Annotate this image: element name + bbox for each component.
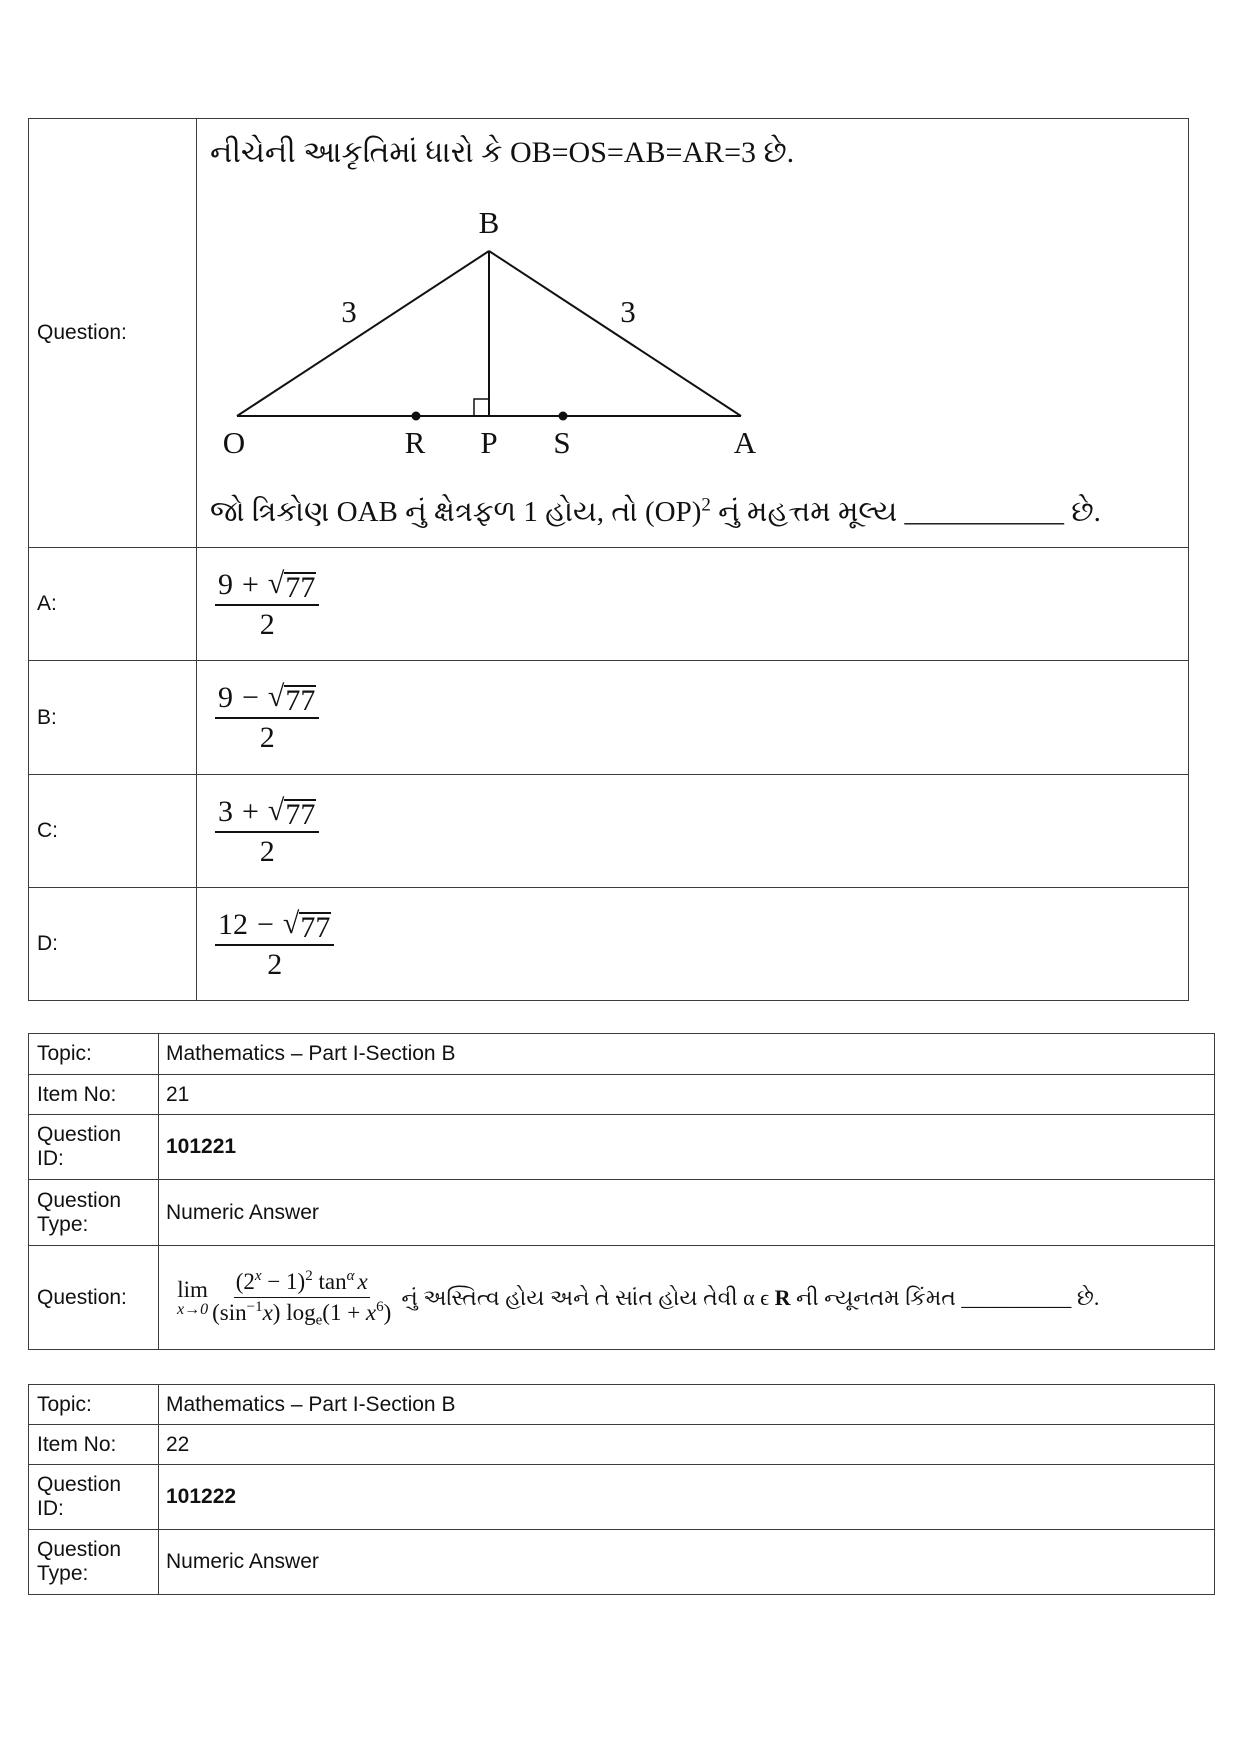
- label-A: A: [733, 425, 757, 460]
- radicand: 77: [285, 570, 316, 604]
- radicand: 77: [300, 910, 331, 944]
- question-text-after: ની ન્યૂનતમ કિંમત: [790, 1284, 962, 1310]
- option-b-cell: [197, 661, 1189, 775]
- question-content: [197, 119, 1188, 547]
- question-type-value: Numeric Answer: [166, 1550, 319, 1573]
- topic-label: Topic:: [37, 1392, 92, 1416]
- radicand: 77: [285, 797, 316, 831]
- option-a-denominator: 2: [259, 607, 275, 641]
- option-c-denominator: 2: [259, 834, 275, 868]
- limit-denominator: [212, 1298, 391, 1327]
- question-label: Question:: [37, 1285, 127, 1309]
- option-b-denominator: 2: [259, 721, 275, 754]
- option-row-a: [29, 548, 1189, 661]
- right-angle-marker: [474, 399, 489, 416]
- option-row-d: [29, 888, 1189, 1001]
- num-var: x: [357, 1269, 368, 1294]
- numerator-operator: +: [242, 567, 259, 601]
- label-P: P: [480, 425, 498, 460]
- radical-sign: √: [267, 566, 285, 600]
- den-var: x: [262, 1300, 273, 1325]
- numerator-lead: 9: [218, 567, 233, 601]
- side-AB: [489, 251, 741, 416]
- item-no-row: [29, 1425, 1215, 1465]
- square-root: [268, 680, 316, 715]
- label-side-AB: 3: [620, 294, 636, 329]
- question-type-value-cell: [159, 1180, 1215, 1246]
- item-22-table: [28, 1384, 1215, 1595]
- question-id-label-cell: [29, 1465, 159, 1530]
- topic-value-cell: [159, 1385, 1215, 1425]
- option-c-cell: [197, 775, 1189, 888]
- numerator-lead: 12: [218, 907, 248, 941]
- num-exp-alpha: α: [346, 1268, 355, 1284]
- triangle-figure: [197, 119, 797, 469]
- question-text-before: નું અસ્તિત્વ હોય અને તે સાંત હોય તેવી α ϵ: [401, 1284, 775, 1310]
- point-R-dot: [412, 412, 421, 421]
- question-id-value: 101221: [166, 1135, 237, 1158]
- prompt-power: 2: [701, 494, 711, 516]
- answer-blank: ___________: [904, 496, 1065, 528]
- question-options-table: [28, 118, 1189, 1001]
- numerator-lead: 3: [218, 794, 233, 828]
- set-symbol: R: [774, 1284, 791, 1310]
- lim-subscript: x→0: [177, 1300, 209, 1318]
- question-row: [29, 119, 1189, 548]
- question-type-value: Numeric Answer: [166, 1200, 319, 1224]
- topic-row: [29, 1385, 1215, 1425]
- option-d-fraction: [215, 907, 334, 982]
- option-d-label: D:: [37, 932, 58, 955]
- item-no-value: 21: [166, 1082, 190, 1106]
- option-row-b: [29, 661, 1189, 775]
- radical-sign: √: [282, 906, 300, 940]
- question-intro-text: નીચેની આકૃતિમાં ધારો કે OB=OS=AB=AR=3 છે.: [210, 136, 795, 169]
- lim-word: lim: [177, 1276, 208, 1302]
- question-type-row: [29, 1530, 1215, 1595]
- side-OB: [237, 251, 489, 416]
- question-id-value-cell: [159, 1465, 1215, 1530]
- label-S: S: [553, 425, 571, 460]
- label-side-OB: 3: [341, 294, 357, 329]
- item-21-table: [28, 1033, 1215, 1350]
- topic-value: Mathematics – Part I-Section B: [166, 1042, 456, 1065]
- question-type-row: [29, 1180, 1215, 1246]
- question-id-value-cell: [159, 1115, 1215, 1180]
- option-a-label: A:: [37, 592, 57, 615]
- den-open: (sin: [212, 1300, 247, 1325]
- num-open: (2: [235, 1269, 255, 1294]
- option-a-label-cell: [29, 548, 197, 661]
- question-content-cell: [159, 1246, 1215, 1350]
- question-type-label: Question Type:: [37, 1188, 122, 1236]
- radical-sign: √: [267, 793, 285, 827]
- num-minus-one: − 1): [261, 1269, 306, 1294]
- square-root: [283, 907, 331, 942]
- item-no-value: 22: [166, 1432, 190, 1456]
- limit-question: [177, 1268, 1204, 1327]
- option-b-fraction: [215, 680, 319, 755]
- option-d-cell: [197, 888, 1189, 1001]
- question-text-end: છે.: [1071, 1284, 1100, 1310]
- den-exp-6: 6: [376, 1299, 384, 1315]
- question-id-row: [29, 1115, 1215, 1180]
- den-close-log: ) log: [272, 1300, 316, 1325]
- limit-operator: [177, 1278, 208, 1318]
- num-exp-x: x: [254, 1268, 262, 1284]
- question-type-label-cell: [29, 1180, 159, 1246]
- question-label: Question:: [37, 321, 127, 344]
- option-d-denominator: 2: [267, 947, 283, 981]
- item-no-row: [29, 1075, 1215, 1115]
- question-type-label: Question Type:: [37, 1538, 122, 1585]
- option-d-label-cell: [29, 888, 197, 1001]
- question-id-row: [29, 1465, 1215, 1530]
- option-a-numerator: [215, 567, 319, 606]
- den-exp-inv: −1: [246, 1299, 263, 1315]
- question-type-label-cell: [29, 1530, 159, 1595]
- topic-label-cell: [29, 1034, 159, 1075]
- topic-value-cell: [159, 1034, 1215, 1075]
- square-root: [268, 794, 316, 829]
- numerator-operator: −: [257, 907, 274, 941]
- topic-label: Topic:: [37, 1042, 92, 1065]
- topic-row: [29, 1034, 1215, 1075]
- item-no-value-cell: [159, 1425, 1215, 1465]
- point-S-dot: [559, 412, 568, 421]
- question-id-label-cell: [29, 1115, 159, 1180]
- option-a-fraction: [215, 567, 319, 642]
- option-b-numerator: [215, 680, 319, 719]
- question-id-label: Question ID:: [37, 1123, 122, 1170]
- topic-label-cell: [29, 1385, 159, 1425]
- prompt-text-after: નું મહત્તમ મૂલ્ય: [710, 496, 905, 528]
- answer-blank: __________: [961, 1284, 1072, 1310]
- numerator-operator: +: [242, 794, 259, 828]
- numerator-lead: 9: [218, 681, 233, 714]
- label-R: R: [404, 425, 426, 460]
- option-c-label: C:: [37, 819, 58, 842]
- question-label-cell: [29, 1246, 159, 1350]
- item-no-label-cell: [29, 1425, 159, 1465]
- prompt-text-end: છે.: [1064, 496, 1101, 528]
- question-type-value-cell: [159, 1530, 1215, 1595]
- option-b-label-cell: [29, 661, 197, 775]
- question-id-label: Question ID:: [37, 1473, 122, 1520]
- den-arg-open: (1 +: [322, 1300, 366, 1325]
- option-d-numerator: [215, 907, 334, 946]
- numerator-operator: −: [242, 681, 259, 714]
- den-var2: x: [365, 1300, 377, 1325]
- label-B: B: [478, 205, 500, 240]
- question-content-cell: [197, 119, 1189, 548]
- item-no-label: Item No:: [37, 1082, 117, 1106]
- prompt-text: જો ત્રિકોણ OAB નું ક્ષેત્રફળ 1 હોય, તો (OP): [210, 496, 702, 528]
- num-tan: tan: [312, 1269, 347, 1294]
- question-label-cell: [29, 119, 197, 548]
- topic-value: Mathematics – Part I-Section B: [166, 1392, 456, 1416]
- den-sub-e: e: [315, 1312, 323, 1329]
- square-root: [268, 567, 316, 602]
- option-c-label-cell: [29, 775, 197, 888]
- label-O: O: [222, 425, 246, 460]
- option-b-label: B:: [37, 705, 57, 729]
- num-exp-2: 2: [305, 1268, 313, 1284]
- radicand: 77: [285, 684, 316, 717]
- limit-numerator: [234, 1268, 370, 1298]
- question-prompt: [210, 493, 1176, 531]
- den-arg-close: ): [383, 1300, 392, 1325]
- option-c-numerator: [215, 794, 319, 833]
- item-no-value-cell: [159, 1075, 1215, 1115]
- question-id-value: 101222: [166, 1485, 237, 1508]
- question-row: [29, 1246, 1215, 1350]
- question-text: [401, 1284, 1204, 1312]
- option-a-cell: [197, 548, 1189, 661]
- option-row-c: [29, 775, 1189, 888]
- option-c-fraction: [215, 794, 319, 869]
- radical-sign: √: [267, 680, 285, 713]
- item-no-label-cell: [29, 1075, 159, 1115]
- item-no-label: Item No:: [37, 1432, 117, 1456]
- limit-fraction: [212, 1268, 391, 1327]
